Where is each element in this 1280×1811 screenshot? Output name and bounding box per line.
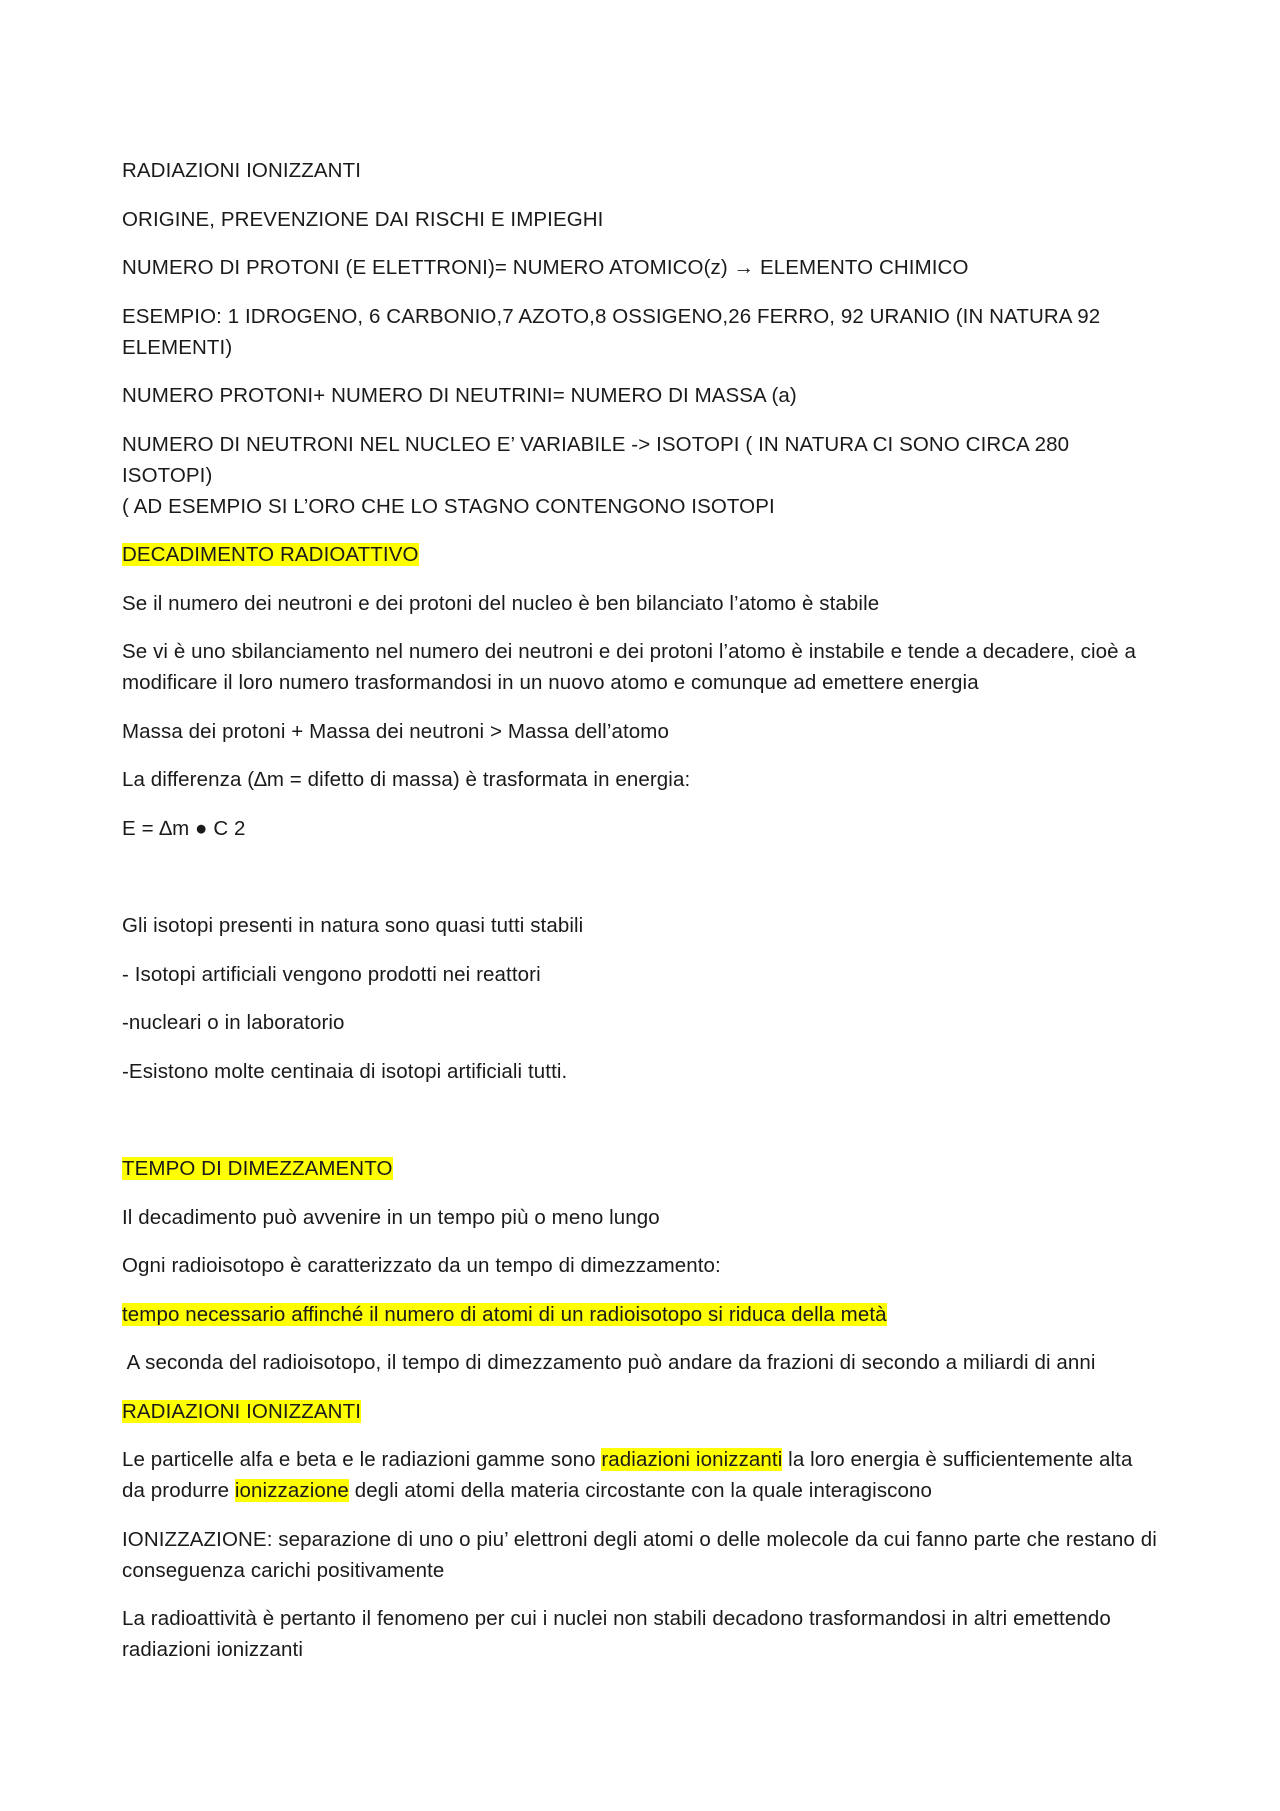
- document-title: RADIAZIONI IONIZZANTI: [122, 159, 361, 182]
- ionizing-paragraph-1: [122, 1444, 1160, 1506]
- ionizing-text-c: degli atomi della materia circostante con la quale interagiscono: [348, 1479, 933, 1502]
- heading-halflife-text: TEMPO DI DIMEZZAMENTO: [122, 1157, 393, 1180]
- halflife-paragraph-3: A seconda del radioisotopo, il tempo di dimezzamento può andare da frazioni di secondo a miliardi di anni: [122, 1351, 1096, 1374]
- spacer: [122, 861, 1160, 910]
- heading-decay: [122, 539, 1160, 570]
- isotopes-line-2: ( AD ESEMPIO SI L’ORO CHE LO STAGNO CONTENGONO ISOTOPI: [122, 494, 775, 518]
- heading-ionizing-text: RADIAZIONI IONIZZANTI: [122, 1399, 361, 1423]
- heading-ionizing: [122, 1396, 1160, 1427]
- document-subtitle: ORIGINE, PREVENZIONE DAI RISCHI E IMPIEGHI: [122, 207, 604, 231]
- mass-number-line: NUMERO PROTONI+ NUMERO DI NEUTRINI= NUMERO DI MASSA (a): [122, 384, 797, 407]
- radioactivity-paragraph: La radioattività è pertanto il fenomeno per cui i nuclei non stabili decadono trasformandosi in altri emettendo radiazioni ionizzanti: [122, 1607, 1111, 1661]
- decay-formula: E = ∆m ● C 2: [122, 816, 246, 840]
- decay-paragraph-4: La differenza (∆m = difetto di massa) è trasformata in energia:: [122, 768, 691, 791]
- isotopes-line-1: NUMERO DI NEUTRONI NEL NUCLEO E’ VARIABILE -> ISOTOPI ( IN NATURA CI SONO CIRCA 280 ISOTOPI): [122, 432, 1070, 487]
- halflife-paragraph-1: Il decadimento può avvenire in un tempo più o meno lungo: [122, 1205, 660, 1229]
- heading-halflife: [122, 1153, 1160, 1184]
- ionizing-highlight-2: ionizzazione: [234, 1479, 349, 1502]
- ionizing-highlight-1: radiazioni ionizzanti: [601, 1448, 783, 1471]
- halflife-definition-text: tempo necessario affinché il numero di atomi di un radioisotopo si riduca della metà: [122, 1302, 887, 1326]
- spacer: [122, 1104, 1160, 1153]
- decay-paragraph-1: Se il numero dei neutroni e dei protoni del nucleo è ben bilanciato l’atomo è stabile: [122, 591, 880, 615]
- heading-decay-text: DECADIMENTO RADIOATTIVO: [122, 543, 419, 566]
- isotopes-text-2: - Isotopi artificiali vengono prodotti nei reattori: [122, 962, 541, 986]
- ionizing-text-a: Le particelle alfa e beta e le radiazioni gamme sono: [122, 1448, 602, 1471]
- isotopes-text-4: -Esistono molte centinaia di isotopi artificiali tutti.: [122, 1059, 568, 1083]
- halflife-paragraph-2: Ogni radioisotopo è caratterizzato da un tempo di dimezzamento:: [122, 1254, 721, 1277]
- decay-paragraph-2: Se vi è uno sbilanciamento nel numero dei neutroni e dei protoni l’atomo è instabile e tende a decadere, cioè a modificare il loro numero trasformandosi in un nuovo atomo e comunque ad emettere energia: [122, 640, 1136, 694]
- atomic-number-line: NUMERO DI PROTONI (E ELETTRONI)= NUMERO ATOMICO(z) → ELEMENTO CHIMICO: [122, 256, 969, 279]
- isotopes-paragraph: [122, 429, 1160, 522]
- decay-paragraph-3: Massa dei protoni + Massa dei neutroni > Massa dell’atomo: [122, 719, 669, 743]
- example-line: ESEMPIO: 1 IDROGENO, 6 CARBONIO,7 AZOTO,8 OSSIGENO,26 FERRO, 92 URANIO (IN NATURA 92 ELEMENTI): [122, 304, 1101, 359]
- ionizing-text-b: la loro energia è sufficientemente alta da produrre: [122, 1448, 1133, 1502]
- halflife-definition: [122, 1299, 1160, 1330]
- isotopes-text-1: Gli isotopi presenti in natura sono quasi tutti stabili: [122, 914, 584, 937]
- isotopes-text-3: -nucleari o in laboratorio: [122, 1011, 345, 1034]
- ionization-definition: IONIZZAZIONE: separazione di uno o piu’ elettroni degli atomi o delle molecole da cui fanno parte che restano di conseguenza carichi positivamente: [122, 1527, 1157, 1582]
